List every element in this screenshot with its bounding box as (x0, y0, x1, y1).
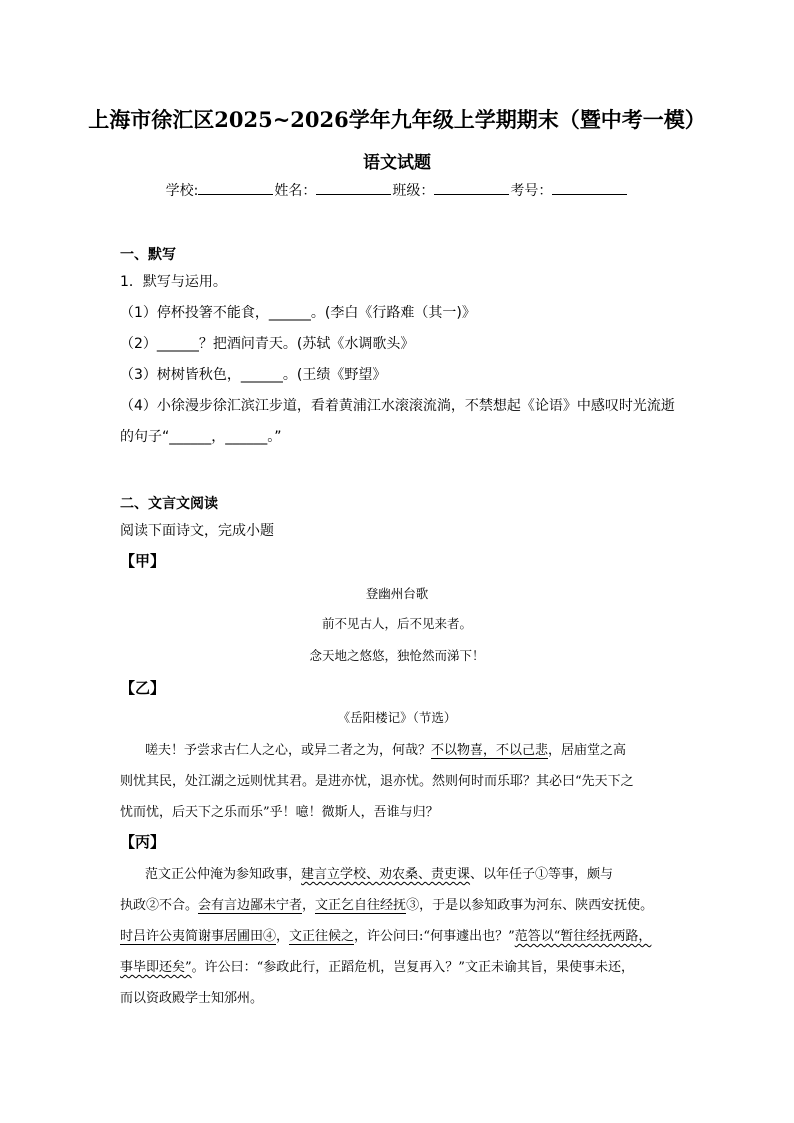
wavy-underlined-phrase: 范答以“暂往经抚两路， (514, 929, 652, 944)
question1-item-4: （4）小徐漫步徐汇滨江步道，看着黄浦江水滚滚流淌，不禁想起《论语》中感叹时光流逝 (120, 398, 675, 414)
underlined-phrase: 文正往候之 (289, 929, 355, 944)
class-blank[interactable] (434, 180, 509, 195)
underlined-phrase: 时吕许公夷简谢事居圃田④ (120, 929, 277, 944)
wavy-underlined-phrase: 建言立学校、劝农桑、责吏课 (301, 867, 471, 882)
poem-title: 登幽州台歌 (365, 586, 429, 601)
passage-yi-line-1: 嗟夫！予尝求古仁人之心，或异二者之为，何哉？不以物喜，不以己悲，居庙堂之高 (145, 743, 627, 758)
section1-heading: 一、默写 (120, 247, 176, 263)
page-subtitle: 语文试题 (363, 153, 431, 173)
name-blank[interactable] (316, 180, 391, 195)
passage-yi-title: 《岳阳楼记》（节选） (337, 710, 457, 725)
passage-yi-line-3: 忧而忧，后天下之乐而乐”乎！噫！微斯人，吾谁与归？ (120, 805, 439, 820)
passage-bing-line-2: 执政②不合。会有言边鄙未宁者，文正乞自往经抚③，于是以参知政事为河东、陕西安抚使。 (120, 898, 654, 913)
student-info-fields (0, 180, 794, 200)
school-blank[interactable] (198, 180, 273, 195)
underlined-phrase: 文正乞自往经抚 (315, 898, 407, 913)
section2-heading: 二、文言文阅读 (120, 496, 218, 512)
question1-item-4-cont: 的句子“______，______。” (120, 429, 282, 445)
passage-bing-label: 【丙】 (120, 833, 166, 851)
passage-bing-line-1: 范文正公仲淹为参知政事，建言立学校、劝农桑、责吏课、以年任子①等事，颇与 (145, 867, 614, 882)
passage-bing-line-5: 而以资政殿学士知邠州。 (120, 991, 264, 1006)
page-title: 上海市徐汇区2025~2026学年九年级上学期期末（暨中考一模） (88, 107, 706, 132)
exam-number-blank[interactable] (552, 180, 627, 195)
passage-jia-label: 【甲】 (120, 552, 166, 570)
section2-intro: 阅读下面诗文，完成小题 (120, 523, 274, 539)
class-label: 班级： (392, 183, 435, 199)
passage-yi-label: 【乙】 (120, 679, 166, 697)
poem-line-2: 念天地之悠悠，独怆然而涕下！ (309, 648, 485, 663)
question1-item-2: （2）______？把酒问青天。(苏轼《水调歌头》 (120, 336, 415, 352)
underlined-phrase: 会有言边鄙未宁者 (198, 898, 303, 913)
school-label: 学校: (165, 183, 199, 199)
question1-intro: 1．默写与运用。 (120, 274, 227, 290)
wavy-underlined-phrase: 事毕即还矣” (120, 960, 192, 975)
passage-yi-line-2: 则忧其民，处江湖之远则忧其君。是进亦忧，退亦忧。然则何时而乐耶？其必曰“先天下之 (120, 774, 634, 789)
question1-item-3: （3）树树皆秋色，______。(王绩《野望》 (120, 367, 387, 383)
exam-number-label: 考号： (510, 183, 553, 199)
name-label: 姓名： (274, 183, 317, 199)
poem-line-1: 前不见古人，后不见来者。 (321, 616, 472, 631)
passage-bing-line-3: 时吕许公夷简谢事居圃田④，文正往候之，许公问曰:“何事遽出也？”范答以“暂往经抚两路， (120, 929, 652, 944)
underlined-phrase: 不以物喜，不以己悲 (431, 743, 549, 758)
question1-item-1: （1）停杯投箸不能食，______。(李白《行路难（其一)》 (120, 305, 476, 321)
passage-bing-line-4: 事毕即还矣”。许公曰：“参政此行，正蹈危机，岂复再入？”文正未谕其旨，果使事未还， (120, 960, 634, 975)
